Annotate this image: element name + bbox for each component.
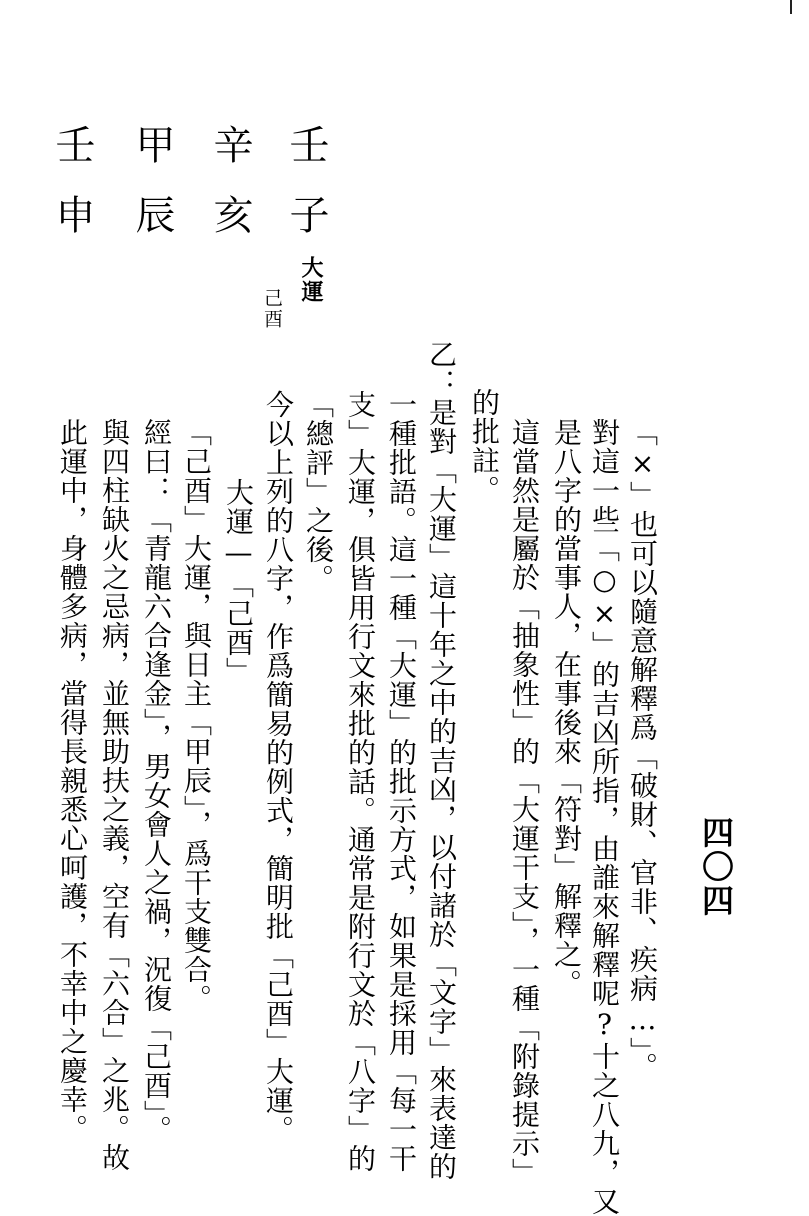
paragraph-line-5: 的批註。 — [468, 388, 501, 504]
paragraph-line-7: 一種批語。這一種「大運」的批示方式，如果是採用「每一干 — [385, 390, 418, 1173]
pillar-month: 辛亥 — [207, 124, 253, 264]
paragraph-line-13: 經曰：「青龍六合逢金」，男女會人之禍，況復「己酉」。 — [140, 418, 173, 1144]
dayun-heading: 大運—「己酉」 — [222, 478, 255, 686]
paragraph-line-1: 「×」也可以隨意解釋爲「破財、官非、疾病…」。 — [626, 418, 659, 1081]
pillar-year: 壬子 — [283, 124, 329, 264]
pillar-day: 甲辰 — [129, 124, 175, 264]
paragraph-line-10: 今以上列的八字，作爲簡易的例式，簡明批「己酉」大運。 — [262, 390, 295, 1144]
paragraph-line-4: 這當然是屬於「抽象性」的「大運干支」，一種「附錄提示」 — [508, 418, 541, 1187]
pillar-hour: 壬申 — [49, 124, 95, 264]
paragraph-line-8: 支」大運，俱皆用行文來批的話。通常是附行文於「八字」的 — [344, 390, 377, 1173]
paragraph-line-3: 是八字的當事人，在事後來「符對」解釋之。 — [550, 418, 583, 998]
paragraph-line-2: 對這一些「○×」的吉凶所指，由誰來解釋呢?十之八九，又 — [588, 418, 621, 1216]
paragraph-line-12: 「己酉」大運，與日主「甲辰」，爲干支雙合。 — [180, 418, 213, 1013]
paragraph-line-6: 乙：是對「大運」這十年之中的吉凶，以付諸於「文字」來表達的 — [425, 340, 458, 1181]
dayun-value: 己酉 — [261, 288, 283, 330]
paragraph-line-9: 「總評」之後。 — [302, 390, 335, 593]
dayun-label: 大運 — [298, 256, 324, 304]
page-number: 四〇四 — [697, 816, 735, 918]
page-edge-mark — [790, 0, 792, 14]
paragraph-line-14: 與四柱缺火之忌病，並無助扶之義，空有「六合」之兆。故 — [98, 418, 131, 1172]
paragraph-line-15: 此運中，身體多病，當得長親悉心呵護，不幸中之慶幸。 — [56, 418, 89, 1143]
